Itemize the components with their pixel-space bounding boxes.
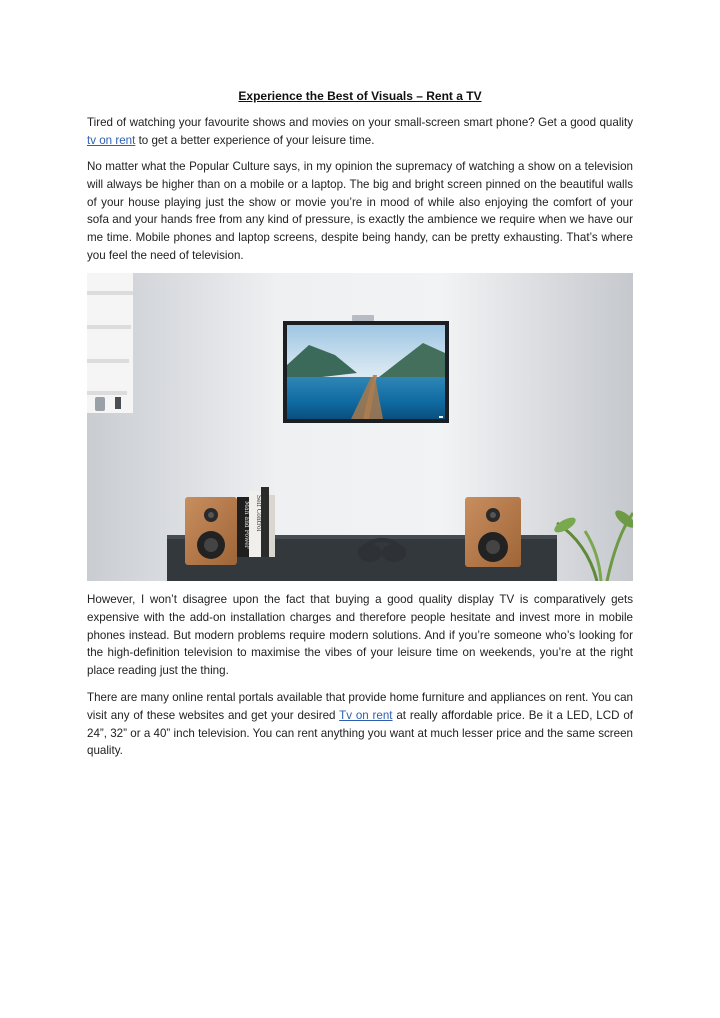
paragraph-intro-text: Tired of watching your favourite shows and movies on your small-screen smart phone? Get a good quality: [87, 116, 633, 129]
paragraph-rental-text: There are many online rental portals available that provide home furniture and appliances on rent. You can visit any of these websites and get your desired: [87, 691, 633, 722]
paragraph-rental-portals: [87, 689, 633, 760]
tv-on-rent-link[interactable]: tv on rent: [87, 133, 136, 147]
paragraph-intro: [87, 114, 633, 150]
paragraph-cost: However, I won’t disagree upon the fact that buying a good quality display TV is comparatively gets expensive with the add-on installation charges and therefore people hesitate and invest more in mobile phones instead. But modern problems require modern solutions. And if you’re someone who’s looking for the high-definition television to maximise the vibes of your leisure time on weekends, you’re at the right place reading just the thing.: [87, 593, 633, 678]
tv-on-rent-link-2[interactable]: Tv on rent: [339, 708, 393, 722]
paragraph-intro-text-end: to get a better experience of your leisure time.: [135, 133, 375, 147]
book-spine-title: Man and Power: [243, 501, 250, 549]
paragraph-popular-culture: No matter what the Popular Culture says, in my opinion the supremacy of watching a show on a television will always be higher than on a mobile or a laptop. The big and bright screen pinned on the beautiful walls of your house playing just the show or movie you’re in mood of while also enjoying the comfort of your sofa and your hands free from any kind of pressure, is exactly the ambience we require when we have our me time. Mobile phones and laptop screens, despite being handy, can be pretty exhausting. That’s where you feel the need of television.: [87, 160, 633, 262]
book-spine-title: Self Control: [255, 495, 262, 532]
document-title: Experience the Best of Visuals – Rent a TV: [238, 89, 482, 103]
paragraph-rental-text-end: at really affordable price. Be it a LED, LCD of 24”, 32” or a 40” inch television. You can rent anything you want at much lesser price and the same screen quality.: [87, 708, 633, 758]
tv-room-photo: [87, 273, 633, 581]
